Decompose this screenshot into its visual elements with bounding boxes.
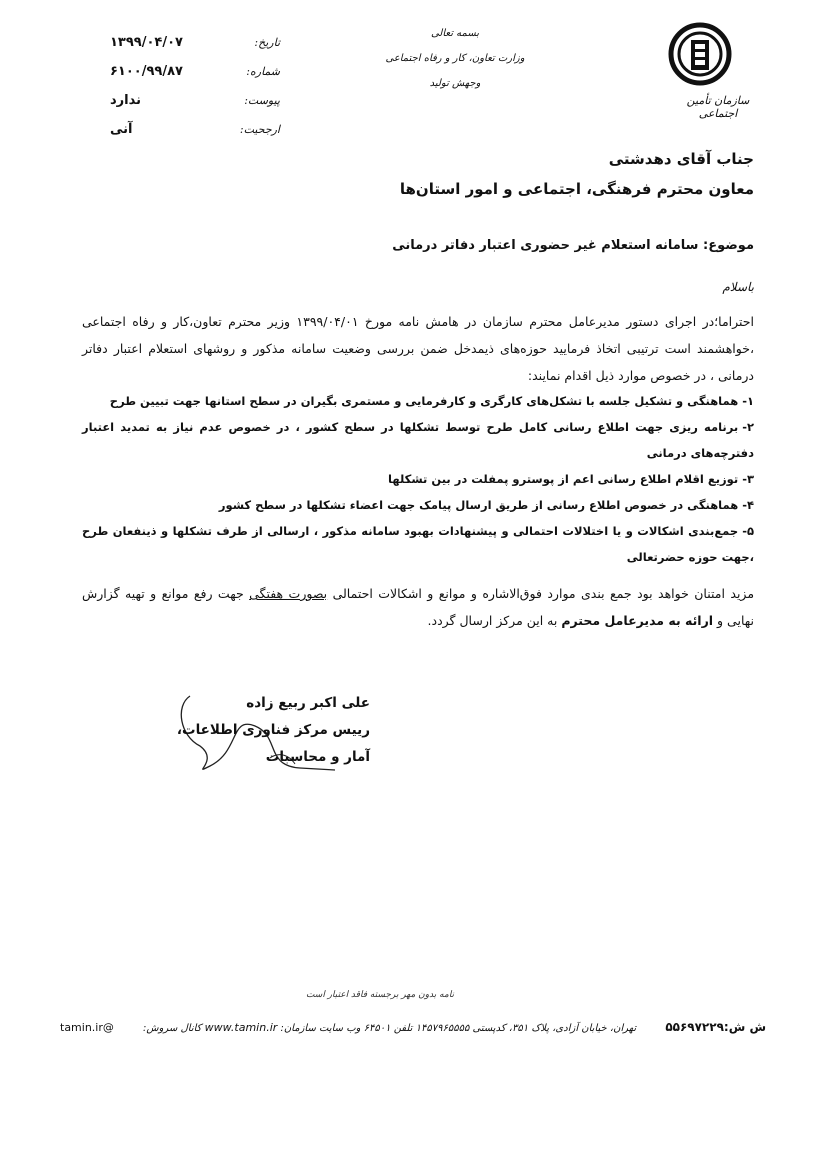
list-item <box>82 388 754 414</box>
item-number: ۳- <box>742 472 754 486</box>
list-item <box>82 466 754 492</box>
item-number: ۵- <box>742 524 754 538</box>
closing-bold: ارائه به مدیرعامل محترم <box>561 613 714 628</box>
attachment-value: ندارد <box>110 93 142 108</box>
channel-link[interactable]: @tamin.ir <box>60 1020 114 1034</box>
recipient-title: معاون محترم فرهنگی، اجتماعی و امور استان‌ها <box>399 180 754 198</box>
recipient-name: جناب آقای دهدشتی <box>608 150 754 168</box>
list-item <box>82 492 754 518</box>
tamin-logo-icon <box>668 22 732 86</box>
org-name: سازمان تأمین اجتماعی <box>686 94 750 120</box>
signature-block <box>150 690 370 771</box>
signer-position: رییس مرکز فناوری اطلاعات، آمار و محاسبات <box>176 722 370 765</box>
priority-value: آنی <box>110 122 133 137</box>
channel-label: کانال سروش: <box>143 1022 202 1034</box>
greeting: باسلام <box>722 280 754 294</box>
national-id: ش ش:۵۵۶۹۷۲۲۹ <box>665 1020 766 1034</box>
list-item <box>82 518 754 570</box>
address-text: تهران، خیابان آزادی، پلاک ۳۵۱، کدپستی ۱۴۵۷۹۶۵۵۵۵ تلفن ۶۴۵۰۱ وب سایت سازمان: <box>280 1022 637 1034</box>
letter-header <box>380 28 530 89</box>
item-number: ۱- <box>742 394 754 408</box>
letter-subject: موضوع: سامانه استعلام غیر حضوری اعتبار دفاتر درمانی <box>392 238 754 253</box>
date-label: تاریخ: <box>254 36 280 49</box>
letter-meta <box>110 28 280 144</box>
date-row <box>110 28 280 57</box>
website-link[interactable]: www.tamin.ir <box>204 1020 278 1034</box>
number-label: شماره: <box>246 65 280 78</box>
closing-paragraph <box>82 580 754 634</box>
number-value: ۶۱۰۰/۹۹/۸۷ <box>110 64 183 79</box>
list-item <box>82 414 754 466</box>
closing-text: جهت رفع موانع و تهیه گزارش نهایی و <box>82 586 754 628</box>
footer-address <box>143 1021 636 1034</box>
item-number: ۲- <box>742 420 754 434</box>
closing-text: مزید امتنان خواهد بود جمع بندی موارد فوق‌الاشاره و موانع و اشکالات احتمالی <box>327 586 755 601</box>
item-number: ۴- <box>742 498 754 512</box>
letter-body: احتراما؛در اجرای دستور مدیرعامل محترم سازمان در هامش نامه مورخ ۱۳۹۹/۰۴/۰۱ وزیر محترم تعاون،کار و رفاه اجتماعی ،خواهشمند است ترتیبی اتخاذ فرمایید حوزه‌های ذیمدخل ضمن بررسی وضعیت سامانه مذکور و روشهای استعلام اعتبار دفاتر درمانی ، در خصوص موارد ذیل اقدام نمایند: <box>82 314 754 383</box>
item-text: جمع‌بندی اشکالات و یا اختلالات احتمالی و پیشنهادات بهبود سامانه مذکور ، ارسالی از طرف تشکلها و ذینفعان طرح ،جهت حوزه حضرتعالی <box>82 524 754 564</box>
signer-name: علی اکبر ربیع زاده <box>246 695 370 711</box>
footer-note: نامه بدون مهر برجسته فاقد اعتبار است <box>305 990 455 1000</box>
priority-row <box>110 115 280 144</box>
number-row <box>110 57 280 86</box>
attachment-label: پیوست: <box>244 94 280 107</box>
organization-logo <box>668 22 768 120</box>
footer <box>60 1020 766 1034</box>
tagline: و‌جهش تولید <box>429 78 481 89</box>
item-text: هماهنگی و تشکیل جلسه با تشکل‌های کارگری و کارفرمایی و مستمری بگیران در سطح استانها جهت تبیین طرح <box>109 394 739 408</box>
date-value: ۱۳۹۹/۰۴/۰۷ <box>110 35 183 50</box>
closing-emphasis: بصورت هفتگی <box>249 586 328 601</box>
item-text: هماهنگی در خصوص اطلاع رسانی از طریق ارسال پیامک جهت اعضاء تشکلها در سطح کشور <box>218 498 739 512</box>
attachment-row <box>110 86 280 115</box>
action-items <box>82 388 754 570</box>
basmala: بسمه تعالی <box>430 28 480 39</box>
ministry-name: وزارت تعاون، کار و رفاه اجتماعی <box>385 53 525 64</box>
item-text: برنامه ریزی جهت اطلاع رسانی کامل طرح توسط تشکلها در سطح کشور ، در خصوص عدم نیاز به تمدید اعتبار دفترچه‌های درمانی <box>82 420 754 460</box>
recipient <box>254 150 754 198</box>
closing-text: به این مرکز ارسال گردد. <box>427 613 562 628</box>
item-text: توزیع اقلام اطلاع رسانی اعم از پوسترو پمفلت در بین تشکلها <box>388 472 739 486</box>
priority-label: ارجحیت: <box>239 123 280 136</box>
